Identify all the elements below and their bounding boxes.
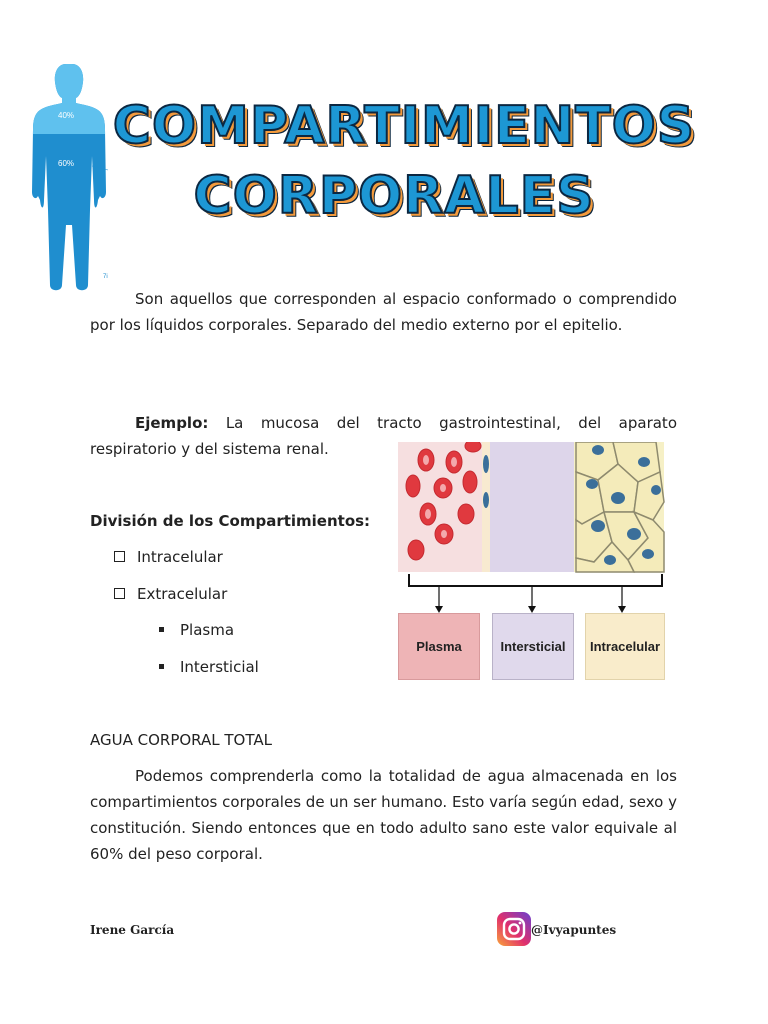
author-name: Irene García	[90, 923, 175, 937]
division-heading: División de los Compartimientos:	[90, 512, 371, 530]
list-item-intracelular	[114, 548, 223, 566]
interstitial-label-box: Intersticial	[492, 613, 574, 680]
sublist-item-label: Plasma	[180, 621, 235, 639]
instagram-icon	[497, 912, 531, 946]
figure-upper-label: 40%	[58, 111, 75, 120]
compartments-diagram	[398, 442, 666, 614]
example-label: Ejemplo:	[135, 414, 209, 432]
water-heading: AGUA CORPORAL TOTAL	[90, 731, 272, 749]
water-paragraph: Podemos comprenderla como la totalidad de agua almacenada en los compartimientos corporales de un ser humano. Esto varía según edad, sexo y constitución. Siendo entonces que en todo adulto sano este valor equivale al 60% del peso corporal.	[90, 767, 677, 863]
example-text: La mucosa del tracto gastrointestinal, del aparato respiratorio y del sistema renal.	[90, 414, 677, 458]
sublist-item-label: Intersticial	[180, 658, 259, 676]
intracellular-label-box: Intracelular	[585, 613, 665, 680]
page-title-line-1: COMPARTIMIENTOS	[112, 96, 696, 156]
social-handle: @Ivyapuntes	[531, 923, 617, 937]
page-title-line-2: CORPORALES	[193, 166, 595, 226]
figure-corner-mark: 7i	[103, 274, 108, 280]
plasma-label-box: Plasma	[398, 613, 480, 680]
square-bullet-icon	[159, 664, 164, 669]
square-bullet-icon	[159, 627, 164, 632]
list-item-label: Intracelular	[137, 548, 223, 566]
checkbox-bullet-icon	[114, 588, 125, 599]
intro-paragraph: Son aquellos que corresponden al espacio conformado o comprendido por los líquidos corporales. Separado del medio externo por el epitelio.	[90, 290, 677, 334]
list-item-extracelular	[114, 585, 227, 603]
checkbox-bullet-icon	[114, 551, 125, 562]
sublist-item-intersticial	[159, 658, 259, 676]
sublist-item-plasma	[159, 621, 234, 639]
list-item-label: Extracelular	[137, 585, 228, 603]
figure-lower-label: 60%	[58, 159, 75, 168]
